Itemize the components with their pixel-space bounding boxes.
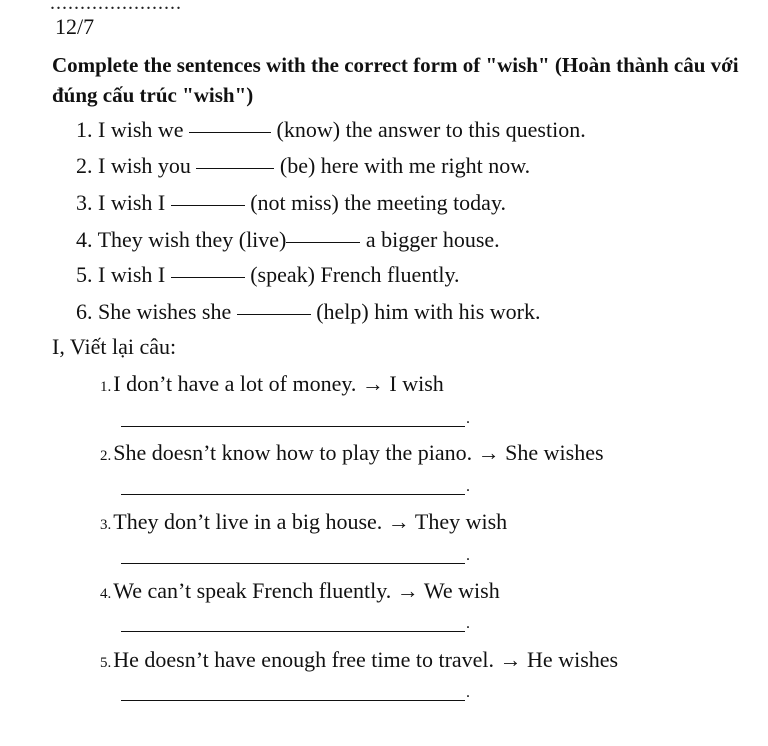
exercise-item-6 [76,299,540,325]
answer-blank[interactable] [286,241,360,243]
answer-blank[interactable] [189,131,271,133]
item-text-after: a bigger house. [360,227,500,252]
answer-period: . [466,410,470,427]
item-text-before: 4. They wish they (live) [76,227,287,252]
item-text: He doesn’t have enough free time to travel. → He wishes [113,647,619,672]
answer-period: . [466,547,470,564]
rewrite-item-3 [100,509,507,535]
answer-period: . [466,478,470,495]
answer-line[interactable] [121,426,465,427]
item-text-after: (be) here with me right now. [274,153,531,178]
item-number: 3. [100,517,112,533]
rewrite-item-1 [100,371,444,397]
answer-period: . [466,615,470,632]
exercise-item-3 [76,190,506,216]
exercise-item-2 [76,153,530,179]
item-text-after: (speak) French fluently. [244,262,460,287]
rewrite-item-2 [100,440,604,466]
exercise-item-1 [76,117,586,143]
item-text-before: 3. I wish I [76,190,171,215]
answer-blank[interactable] [171,204,245,206]
item-text: I don’t have a lot of money. → I wish [113,371,444,396]
exercise-item-4 [76,227,500,253]
dotted-rule: ...................... [50,0,182,14]
rewrite-item-4 [100,578,500,604]
answer-blank[interactable] [196,167,274,169]
item-text-before: 5. I wish I [76,262,171,287]
item-number: 4. [100,586,112,602]
item-text-before: 2. I wish you [76,153,197,178]
answer-blank[interactable] [171,276,245,278]
item-text-after: (help) him with his work. [310,299,541,324]
answer-line[interactable] [121,563,465,564]
item-text-after: (know) the answer to this question. [271,117,586,142]
section-title: I, Viết lại câu: [52,334,177,359]
item-text: We can’t speak French fluently. → We wish [113,578,500,603]
rewrite-item-5 [100,647,618,673]
exercise-item-5 [76,262,460,288]
item-number: 2. [100,448,112,464]
answer-line[interactable] [121,494,465,495]
item-text-before: 1. I wish we [76,117,190,142]
answer-line[interactable] [121,700,465,701]
exercise-title: Complete the sentences with the correct form of "wish" (Hoàn thành câu với đúng cấu trúc "wish") [52,53,739,107]
item-text: They don’t live in a big house. → They wish [113,509,508,534]
item-text-before: 6. She wishes she [76,299,237,324]
item-text: She doesn’t know how to play the piano. → She wishes [113,440,604,465]
answer-line[interactable] [121,631,465,632]
item-number: 5. [100,655,112,671]
answer-blank[interactable] [237,313,311,315]
answer-period: . [466,684,470,701]
item-number: 1. [100,379,112,395]
date-label: 12/7 [55,14,95,39]
item-text-after: (not miss) the meeting today. [244,190,507,215]
